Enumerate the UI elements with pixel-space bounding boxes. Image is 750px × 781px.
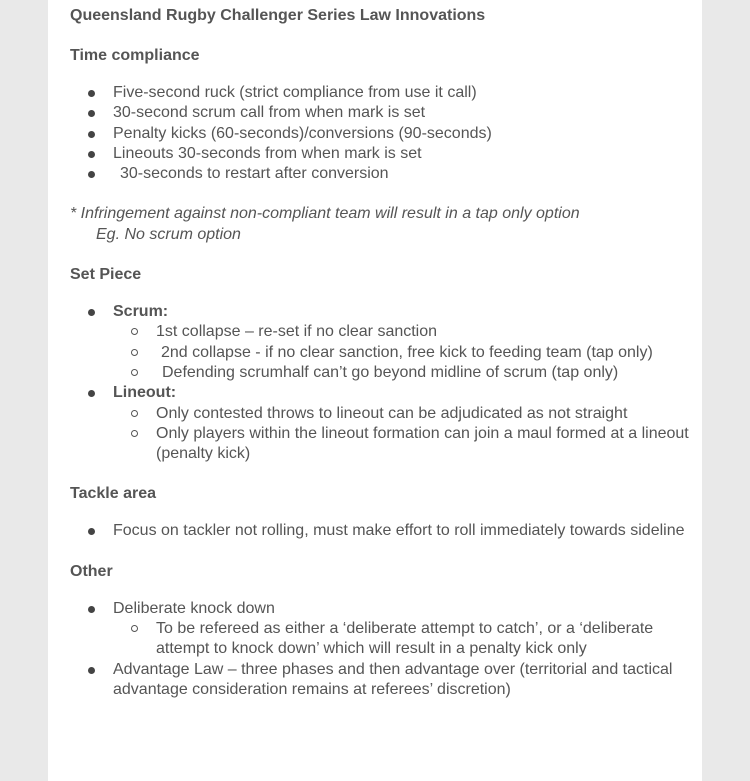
list-item-knock-down xyxy=(70,599,690,660)
list-item: Five-second ruck (strict compliance from use it call) xyxy=(70,83,690,103)
time-compliance-list xyxy=(70,83,690,184)
heading-tackle-area: Tackle area xyxy=(70,485,156,503)
list-item: Penalty kicks (60-seconds)/conversions (90-seconds) xyxy=(70,124,690,144)
sub-list-item xyxy=(113,343,690,363)
list-item: 30-second scrum call from when mark is set xyxy=(70,103,690,123)
sub-list-item: To be refereed as either a ‘deliberate attempt to catch’, or a ‘deliberate attempt to knock down’ which will result in a penalty kick only xyxy=(113,619,690,660)
sub-list-item: Only contested throws to lineout can be adjudicated as not straight xyxy=(113,404,690,424)
sub-list-item: 1st collapse – re-set if no clear sanction xyxy=(113,322,690,342)
list-item: Lineouts 30-seconds from when mark is set xyxy=(70,144,690,164)
document-title: Queensland Rugby Challenger Series Law Innovations xyxy=(70,7,486,24)
tackle-area-list xyxy=(70,521,690,541)
list-item: 30-seconds to restart after conversion xyxy=(70,164,690,184)
list-item-lineout xyxy=(70,383,690,464)
note-line: * Infringement against non-compliant team will result in a tap only option xyxy=(70,205,580,223)
set-piece-list xyxy=(70,302,690,464)
lineout-label: Lineout: xyxy=(113,384,177,402)
scrum-label: Scrum: xyxy=(113,303,169,321)
sub-list-item: Only players within the lineout formation can join a maul formed at a lineout (penalty kick) xyxy=(113,424,690,465)
list-item-scrum xyxy=(70,302,690,383)
sub-list-item-text: 2nd collapse - if no clear sanction, free kick to feeding team (tap only) xyxy=(161,343,653,361)
knock-down-sublist xyxy=(113,619,690,660)
infringement-note xyxy=(70,204,690,245)
scrum-sublist xyxy=(113,322,690,383)
document-content xyxy=(70,6,690,700)
other-list xyxy=(70,599,690,700)
lineout-sublist xyxy=(113,404,690,465)
heading-time-compliance: Time compliance xyxy=(70,47,200,64)
heading-other: Other xyxy=(70,562,113,580)
knock-down-label: Deliberate knock down xyxy=(113,599,275,617)
heading-set-piece: Set Piece xyxy=(70,266,142,284)
note-example: Eg. No scrum option xyxy=(96,225,241,243)
document-page xyxy=(48,0,702,781)
list-item: Focus on tackler not rolling, must make effort to roll immediately towards sideline xyxy=(70,521,690,541)
list-item-advantage: Advantage Law – three phases and then advantage over (territorial and tactical advantage consideration remains at referees’ discretion) xyxy=(70,660,690,701)
sub-list-item: Defending scrumhalf can’t go beyond midline of scrum (tap only) xyxy=(113,363,690,383)
